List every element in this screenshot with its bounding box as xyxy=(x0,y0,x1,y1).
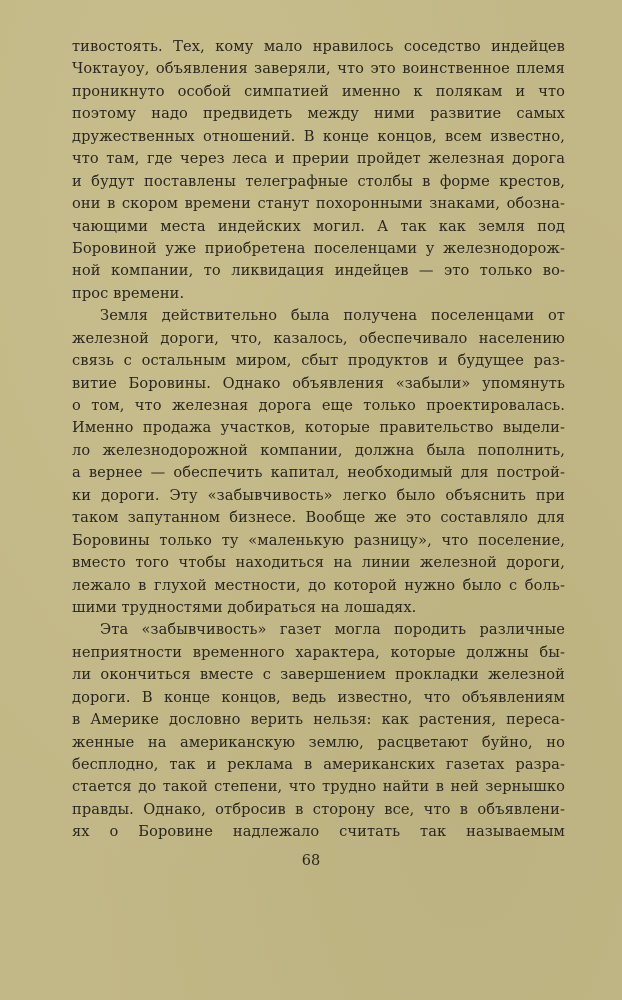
text-line: таком запутанном бизнесе. Вообще же это составляло для xyxy=(72,509,565,527)
paragraph-2 xyxy=(72,305,565,619)
text-line: неприятности временного характера, которые должны бы- xyxy=(72,643,565,661)
text-line: чающими места индейских могил. А так как земля под xyxy=(72,217,565,235)
text-line: Боровины только ту «маленькую разницу», что поселение, xyxy=(72,531,565,549)
text-line: поэтому надо предвидеть между ними развитие самых xyxy=(72,105,565,123)
text-line: дружественных отношений. В конце концов, всем известно, xyxy=(72,127,565,145)
text-line: Именно продажа участков, которые правительство выдели- xyxy=(72,419,565,437)
text-line: правды. Однако, отбросив в сторону все, что в объявлени- xyxy=(72,800,565,818)
text-line: ки дороги. Эту «забывчивость» легко было объяснить при xyxy=(72,486,565,504)
text-line: в Америке дословно верить нельзя: как растения, переса- xyxy=(72,711,565,729)
paragraph-3 xyxy=(72,619,565,843)
text-line: Боровиной уже приобретена поселенцами у железнодорож- xyxy=(72,239,565,257)
text-line: Чоктауоу, объявления заверяли, что это воинственное племя xyxy=(72,60,565,78)
text-line: железной дороги, что, казалось, обеспечивало населению xyxy=(72,329,565,347)
text-line: Земля действительно была получена поселенцами от xyxy=(100,307,565,325)
text-line: витие Боровины. Однако объявления «забыли» упомянуть xyxy=(72,374,565,392)
text-line: прос времени. xyxy=(72,284,185,302)
text-line: связь с остальным миром, сбыт продуктов и будущее раз- xyxy=(72,352,565,370)
text-line: бесплодно, так и реклама в американских газетах разра- xyxy=(72,756,565,773)
text-line: лежало в глухой местности, до которой нужно было с боль- xyxy=(72,576,565,594)
text-line: шими трудностями добираться на лошадях. xyxy=(72,598,417,616)
text-line: что там, где через леса и прерии пройдет железная дорога xyxy=(72,150,565,168)
text-line: а вернее — обеспечить капитал, необходимый для построй- xyxy=(72,464,565,482)
text-line: Эта «забывчивость» газет могла породить различные xyxy=(100,621,565,639)
text-line: тивостоять. Тех, кому мало нравилось соседство индейцев xyxy=(72,38,565,55)
text-column xyxy=(72,36,565,844)
text-line: ло железнодорожной компании, должна была пополнить, xyxy=(72,441,565,459)
text-line: стается до такой степени, что трудно найти в ней зернышко xyxy=(72,778,565,796)
text-line: и будут поставлены телеграфные столбы в форме крестов, xyxy=(72,172,565,190)
text-line: они в скором времени станут похоронными знаками, обозна- xyxy=(72,195,565,213)
text-line: о том, что железная дорога еще только проектировалась. xyxy=(72,397,565,414)
text-line: женные на американскую землю, расцветают буйно, но xyxy=(72,733,565,751)
text-line: ной компании, то ликвидация индейцев — это только во- xyxy=(72,262,565,280)
paragraph-1 xyxy=(72,36,565,305)
text-line: проникнуто особой симпатией именно к полякам и что xyxy=(72,82,565,100)
text-line: дороги. В конце концов, ведь известно, что объявлениям xyxy=(72,688,565,706)
text-line: вместо того чтобы находиться на линии железной дороги, xyxy=(72,554,565,572)
text-line: ли окончиться вместе с завершением прокладки железной xyxy=(72,666,565,684)
page-number: 68 xyxy=(301,853,321,869)
text-line: ях о Боровине надлежало считать так называемым xyxy=(72,823,565,841)
